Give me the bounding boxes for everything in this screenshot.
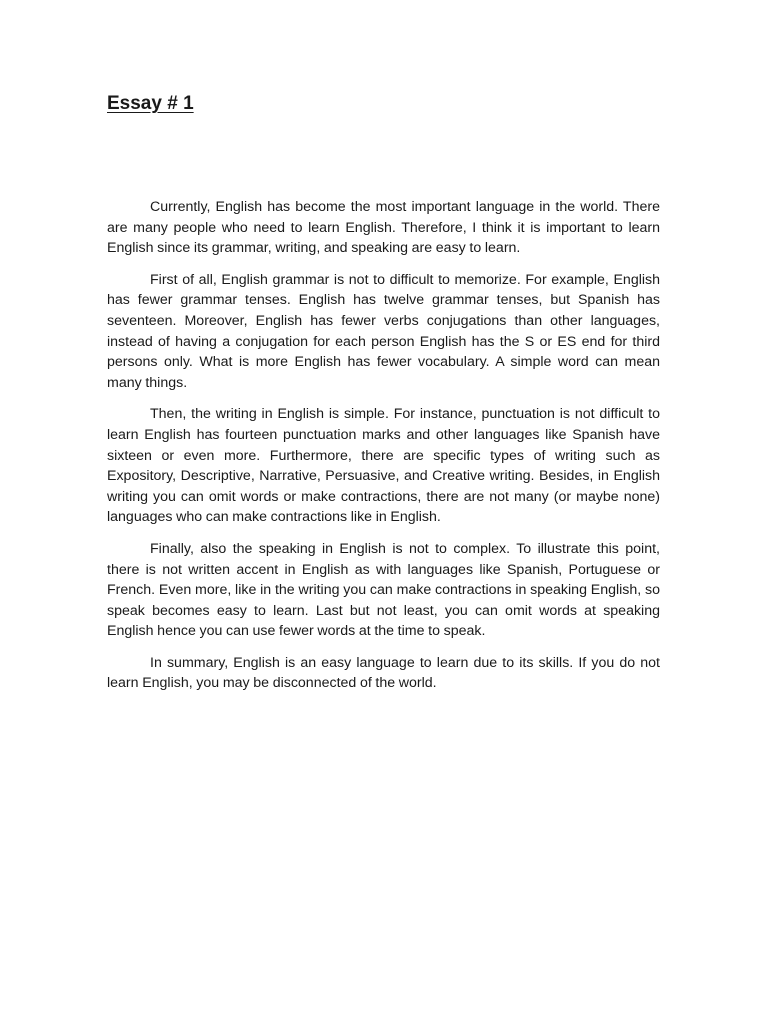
essay-paragraph-grammar: First of all, English grammar is not to difficult to memorize. For example, English has fewer grammar tenses. English has twelve grammar tenses, but Spanish has seventeen. Moreover, English has fewer verbs conjugations than other languages, instead of having a conjugation for each person English has the S or ES end for third persons only. What is more English has fewer vocabulary. A simple word can mean many things.: [107, 271, 660, 391]
essay-title: Essay # 1: [107, 93, 194, 114]
essay-paragraph-speaking: Finally, also the speaking in English is not to complex. To illustrate this point, there is not written accent in English as with languages like Spanish, Portuguese or French. Even more, like in the writing you can make contractions in speaking English, so speak becomes easy to learn. Last but not least, you can omit words at speaking English hence you can use fewer words at the time to speak.: [107, 540, 660, 640]
essay-paragraph-intro: Currently, English has become the most important language in the world. There are many people who need to learn English. Therefore, I think it is important to learn English since its grammar, writing, and speaking are easy to learn.: [107, 199, 660, 257]
essay-paragraph-summary: In summary, English is an easy language to learn due to its skills. If you do not learn English, you may be disconnected of the world.: [107, 654, 660, 692]
essay-body: [107, 197, 660, 705]
essay-paragraph-writing: Then, the writing in English is simple. For instance, punctuation is not difficult to learn English has fourteen punctuation marks and other languages like Spanish have sixteen or even more. Furthermore, there are specific types of writing such as Expository, Descriptive, Narrative, Persuasive, and Creative writing. Besides, in English writing you can omit words or make contractions, there are not many (or maybe none) languages who can make contractions like in English.: [107, 406, 660, 526]
